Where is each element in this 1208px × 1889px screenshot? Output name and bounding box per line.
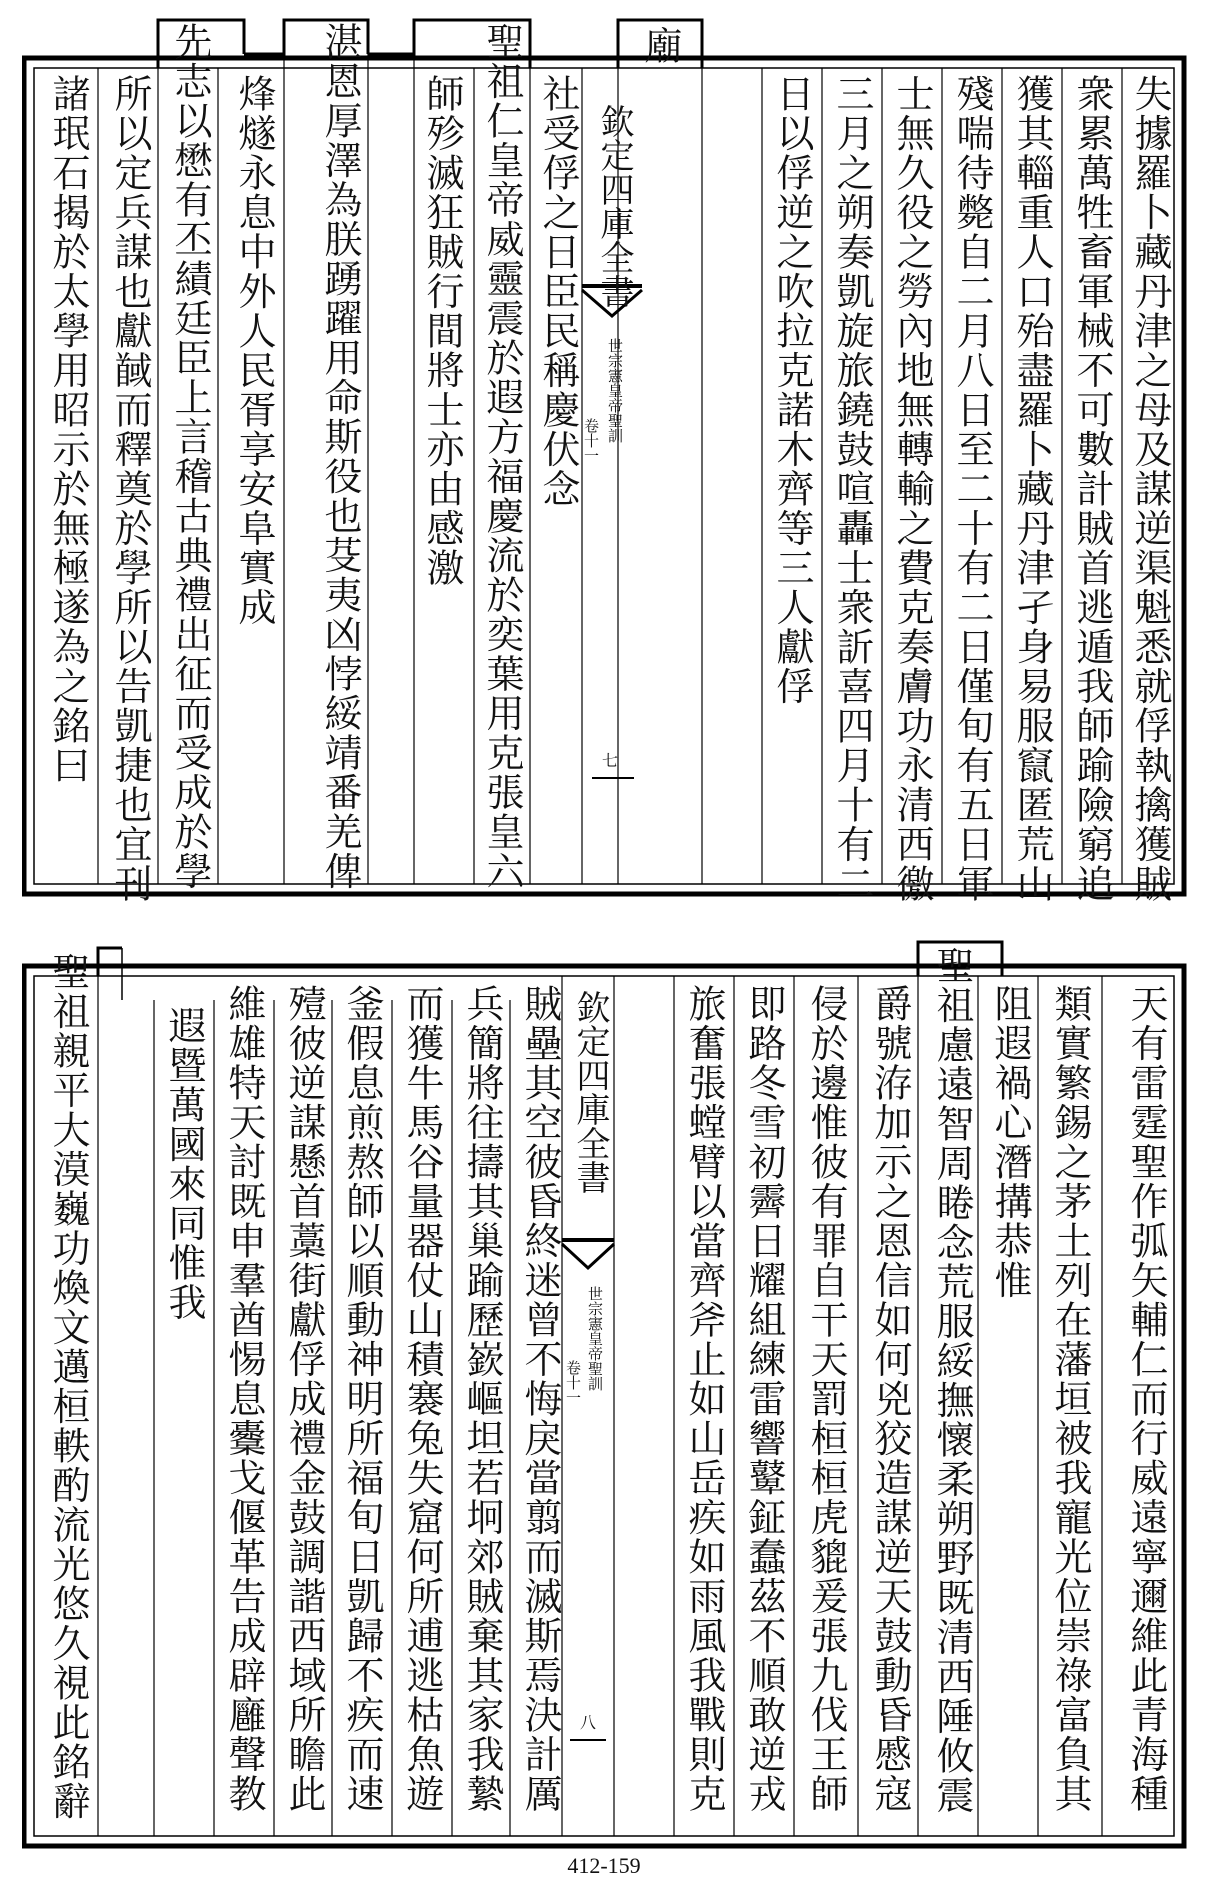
bottom-column-3: 阻遐禍心潛搆恭惟 xyxy=(988,984,1032,1300)
top-banner: 欽定四庫全書 xyxy=(594,104,634,308)
top-leaf-number: 七 xyxy=(602,751,619,770)
bottom-column-15: 遐暨萬國來同惟我 xyxy=(162,1006,206,1322)
bottom-page xyxy=(22,940,1188,1850)
page-footer: 412-159 xyxy=(567,1853,641,1878)
top-column-11: 湛恩厚澤為朕踴躍用命斯役也芟夷凶悖綏靖番羌俾 xyxy=(318,22,362,891)
top-page xyxy=(22,18,1188,904)
top-column-12: 烽燧永息中外人民胥享安阜實成 xyxy=(232,74,276,627)
bottom-column-4: 聖祖慮遠智周睠念荒服綏撫懷柔朔野既清西陲攸震 xyxy=(930,946,974,1815)
top-column-15: 諸珉石揭於太學用昭示於無極遂為之銘曰 xyxy=(46,74,90,785)
top-column-7: 日以俘逆之吹拉克諾木齊等三人獻俘 xyxy=(770,74,814,706)
top-column-8: 社受俘之日臣民稱慶伏念 xyxy=(536,74,580,509)
bottom-fish-tail-title: 世宗憲皇帝聖訓 xyxy=(586,1286,604,1391)
bottom-column-8: 旅奮張螳臂以當齊斧止如山岳疾如雨風我戰則克 xyxy=(682,984,726,1814)
bottom-column-5: 爵號洊加示之恩信如何兇狡造謀逆天鼓動昏慼寇 xyxy=(868,984,912,1814)
bottom-column-14: 維雄特天討既申羣酋惕息櫜戈偃革告成辟廱聲教 xyxy=(222,984,266,1814)
bottom-fish-tail-volume: 卷十一 xyxy=(564,1360,582,1405)
bottom-column-10: 兵簡將往擣其巢踰歷嶔嶇坦若坰郊賊棄其家我縶 xyxy=(460,984,504,1814)
bottom-column-9: 賊壘其空彼昏終迷曾不悔戾當翦而滅斯焉決計厲 xyxy=(518,984,562,1814)
bottom-column-12: 釜假息煎熬師以順動神明所福旬日凱歸不疾而速 xyxy=(340,984,384,1814)
bottom-column-7: 即路冬雪初霽日耀組練雷響鼙鉦蠢茲不順敢逆戎 xyxy=(742,984,786,1814)
bottom-column-2: 類實繁錫之茅土列在藩垣被我寵光位崇祿富負其 xyxy=(1048,984,1092,1814)
top-column-14: 所以定兵謀也獻馘而釋奠於學所以告凱捷也宜刊 xyxy=(108,74,152,904)
bottom-column-1: 天有雷霆聖作弧矢輔仁而行威遠寧邇維此青海種 xyxy=(1124,984,1168,1814)
top-fish-tail-volume: 卷十一 xyxy=(582,418,600,463)
temple-tab: 廟 xyxy=(638,26,682,64)
top-column-9: 聖祖仁皇帝威靈震於遐方福慶流於奕葉用克張皇六 xyxy=(480,22,524,891)
bottom-column-6: 侵於邊惟彼有罪自干天罰桓桓虎貔爰張九伐王師 xyxy=(804,984,848,1814)
top-column-6: 三月之朔奏凱旋旅鐃鼓喧轟士衆訢喜四月十有二 xyxy=(830,74,874,904)
bottom-column-11: 而獲牛馬谷量器仗山積褰兔失窟何所逋逃枯魚遊 xyxy=(400,984,444,1814)
bottom-column-16: 聖祖親平大漠巍功煥文邁桓軼酌流光悠久視此銘辭 xyxy=(46,952,90,1821)
top-fish-tail-title: 世宗憲皇帝聖訓 xyxy=(606,338,624,443)
top-column-5: 士無久役之勞內地無轉輸之費克奏膚功永清西徼 xyxy=(890,74,934,904)
top-column-2: 衆累萬牲畜軍械不可數計賊首逃遁我師踰險窮追 xyxy=(1070,74,1114,904)
top-column-10: 師殄滅狂賊行間將士亦由感激 xyxy=(420,74,464,588)
top-column-3: 獲其輜重人口殆盡羅卜藏丹津孑身易服竄匿荒山 xyxy=(1010,74,1054,904)
top-column-1: 失據羅卜藏丹津之母及謀逆渠魁悉就俘執擒獲賊 xyxy=(1128,74,1172,904)
top-column-4: 殘喘待斃自二月八日至二十有二日僅旬有五日軍 xyxy=(950,74,994,904)
bottom-leaf-number: 八 xyxy=(580,1713,597,1732)
top-column-13: 先志以懋有丕績廷臣上言稽古典禮出征而受成於學 xyxy=(168,22,212,891)
bottom-banner: 欽定四庫全書 xyxy=(570,990,610,1194)
bottom-column-13: 殪彼逆謀懸首藁街獻俘成禮金鼓調諧西域所瞻此 xyxy=(282,984,326,1814)
